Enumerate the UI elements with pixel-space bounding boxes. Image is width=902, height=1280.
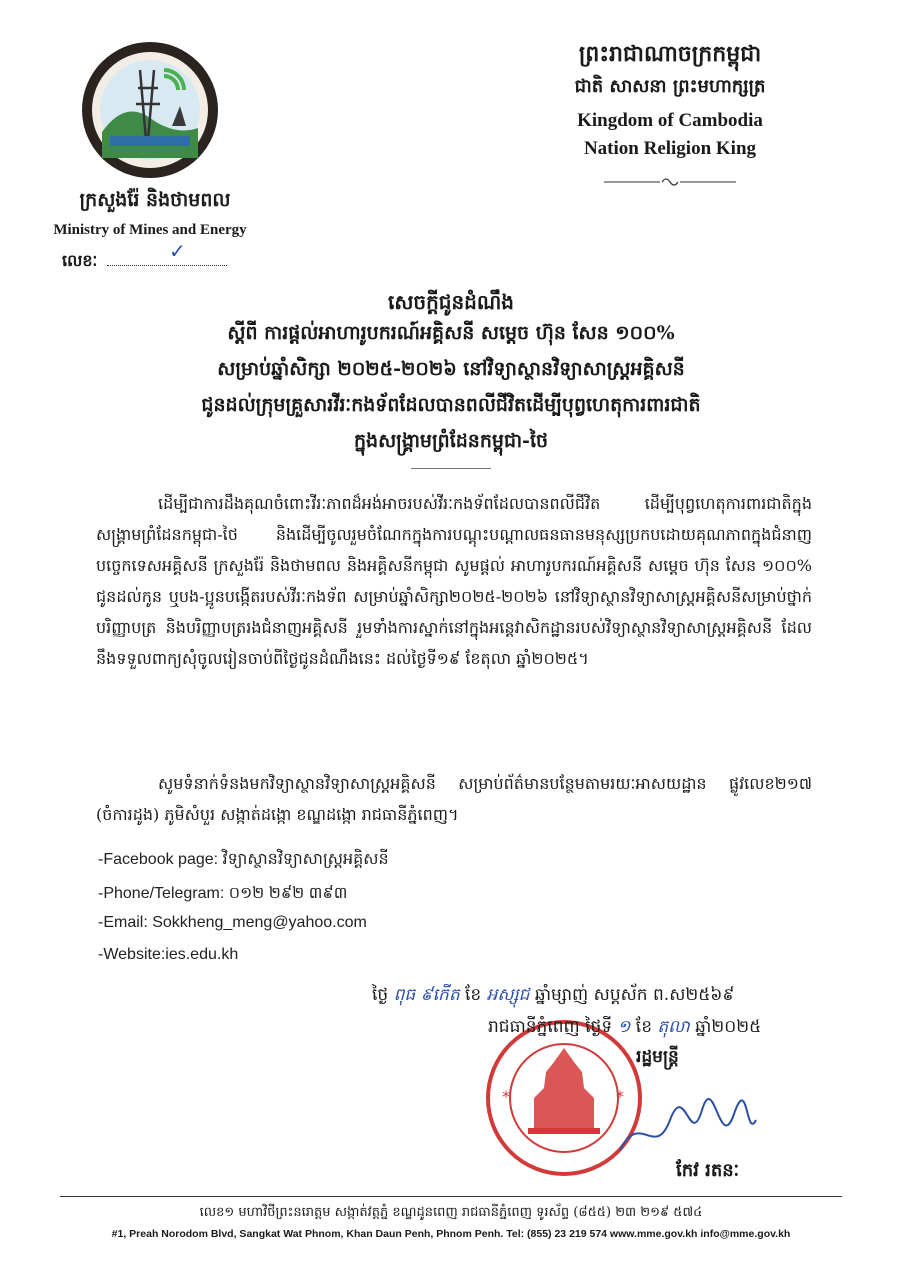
lunar-month: អស្សុជ — [486, 985, 530, 1005]
solar-date-line — [488, 1016, 761, 1041]
check-mark-icon: ✓ — [168, 239, 186, 263]
reference-label: លេខៈ — [62, 251, 98, 270]
lunar-year: ឆ្នាំម្សាញ់ សប្តស័ក ព.ស២៥៦៩ — [534, 985, 735, 1005]
motto-kh: ជាតិ សាសនា ព្រះមហាក្សត្រ — [574, 76, 766, 97]
lunar-month-prefix: ខែ — [465, 985, 482, 1005]
footer-divider — [60, 1196, 842, 1197]
footer-address-kh: លេខ១ មហាវិថីព្រះនរោត្តម សង្កាត់វត្តភ្នំ ខណ្ឌដូនពេញ រាជធានីភ្នំពេញ ទូរស័ព្ទ (៨៥៥) ២៣ ២១៩ ៥៧៤ — [199, 1205, 703, 1220]
ministry-name-en: Ministry of Mines and Energy — [53, 222, 247, 238]
solar-day: ១ — [617, 1017, 631, 1037]
footer-address-en: #1, Preah Norodom Blvd, Sangkat Wat Phnom, Khan Daun Penh, Phnom Penh. Tel: (855) 23 219 574 www.mme.gov.kh info@mme.gov.kh — [111, 1228, 791, 1240]
lunar-date-line — [372, 984, 734, 1009]
reference-number — [62, 239, 227, 274]
contact-phone: -Phone/Telegram: ០១២ ២៩២ ៣៩៣ — [98, 885, 348, 902]
kingdom-name-en: Kingdom of Cambodia — [577, 110, 763, 131]
notice-title-line-4: ក្នុងសង្គ្រាមព្រំដែនកម្ពុជា-ថៃ — [353, 430, 549, 452]
reference-dotted-line — [107, 239, 227, 266]
solar-year: ឆ្នាំ២០២៥ — [695, 1017, 762, 1037]
notice-title-line-3: ជូនដល់ក្រុមគ្រួសារវីរៈកងទ័ពដែលបានពលីជីវិតដើម្បីបុព្វហេតុការពារជាតិ — [201, 394, 701, 416]
motto-en: Nation Religion King — [583, 138, 757, 159]
svg-text:*: * — [502, 1087, 510, 1106]
kingdom-name-kh: ព្រះរាជាណាចក្រកម្ពុជា — [578, 41, 762, 67]
body-paragraph-1: ដើម្បីជាការដឹងគុណចំពោះវីរៈភាពដ៏អង់អាចរបស់វីរៈកងទ័ពដែលបានពលីជីវិត ដើម្បីបុព្វហេតុការពារជាតិក្នុងសង្គ្រាមព្រំដែនកម្ពុជា-ថៃ និងដើម្បីចូលរួមចំណែកក្នុងការបណ្តុះបណ្តាលធនធានមនុស្សប្រកបដោយគុណភាពក្នុងជំនាញបច្ចេកទេសអគ្គិសនី ក្រសួងរ៉ែ និងថាមពល និងអគ្គិសនីកម្ពុជា សូមផ្តល់ អាហារូបករណ៍អគ្គិសនី សម្តេច ហ៊ុន សែន ១០០% ជូនដល់កូន ឬបង-ប្អូនបង្កើតរបស់វីរៈកងទ័ព សម្រាប់ឆ្នាំសិក្សា២០២៥-២០២៦ នៅវិទ្យាស្ថានវិទ្យាសាស្ត្រអគ្គិសនីសម្រាប់ថ្នាក់បរិញ្ញាបត្រ និងបរិញ្ញាបត្ររងជំនាញអគ្គិសនី រួមទាំងការស្នាក់នៅក្នុងអន្តេវាសិកដ្ឋានរបស់វិទ្យាស្ថានវិទ្យាសាស្ត្រអគ្គិសនី ដែលនឹងទទួលពាក្យសុំចូលរៀនចាប់ពីថ្ងៃជូនដំណឹងនេះ ដល់ថ្ងៃទី១៩ ខែតុលា ឆ្នាំ២០២៥។ — [96, 494, 812, 668]
solar-month: តុលា — [657, 1017, 690, 1037]
notice-title-line-1: ស្តីពី ការផ្តល់អាហារូបករណ៍អគ្គិសនី សម្តេច ហ៊ុន សែន ១០០% — [227, 322, 675, 344]
lunar-date-prefix: ថ្ងៃ — [372, 985, 389, 1005]
signer-name: កែវ រតនៈ — [676, 1160, 740, 1181]
solar-date-prefix: រាជធានីភ្នំពេញ ថ្ងៃទី — [488, 1017, 613, 1037]
contact-website: -Website:ies.edu.kh — [98, 946, 239, 963]
contact-facebook: -Facebook page: វិទ្យាស្ថានវិទ្យាសាស្ត្រអគ្គិសនី — [98, 851, 389, 868]
contact-email: -Email: Sokkheng_meng@yahoo.com — [98, 914, 367, 931]
ministry-name-kh: ក្រសួងរ៉ែ និងថាមពល — [79, 189, 231, 211]
ornament-divider — [600, 176, 740, 188]
lunar-day: ពុធ — [393, 985, 416, 1005]
solar-month-prefix: ខែ — [635, 1017, 652, 1037]
notice-title-line-2: សម្រាប់ឆ្នាំសិក្សា ២០២៥-២០២៦ នៅវិទ្យាស្ថានវិទ្យាសាស្ត្រអគ្គិសនី — [217, 358, 685, 380]
title-divider — [411, 468, 491, 469]
notice-heading: សេចក្តីជូនដំណឹង — [388, 290, 514, 314]
minister-label: រដ្ឋមន្ត្រី — [636, 1047, 679, 1067]
ministry-logo — [80, 40, 220, 180]
lunar-phase: ៩កើត — [420, 985, 460, 1005]
body-paragraph-2: សូមទំនាក់ទំនងមកវិទ្យាស្ថានវិទ្យាសាស្ត្រអគ្គិសនី សម្រាប់ព័ត៌មានបន្ថែមតាមរយៈអាសយដ្ឋាន ផ្លូវលេខ២១៧ (ចំការដូង) ភូមិសំបួរ សង្កាត់ដង្កោ ខណ្ឌដង្កោ រាជធានីភ្នំពេញ។ — [96, 774, 812, 824]
svg-text:*: * — [616, 1087, 624, 1106]
